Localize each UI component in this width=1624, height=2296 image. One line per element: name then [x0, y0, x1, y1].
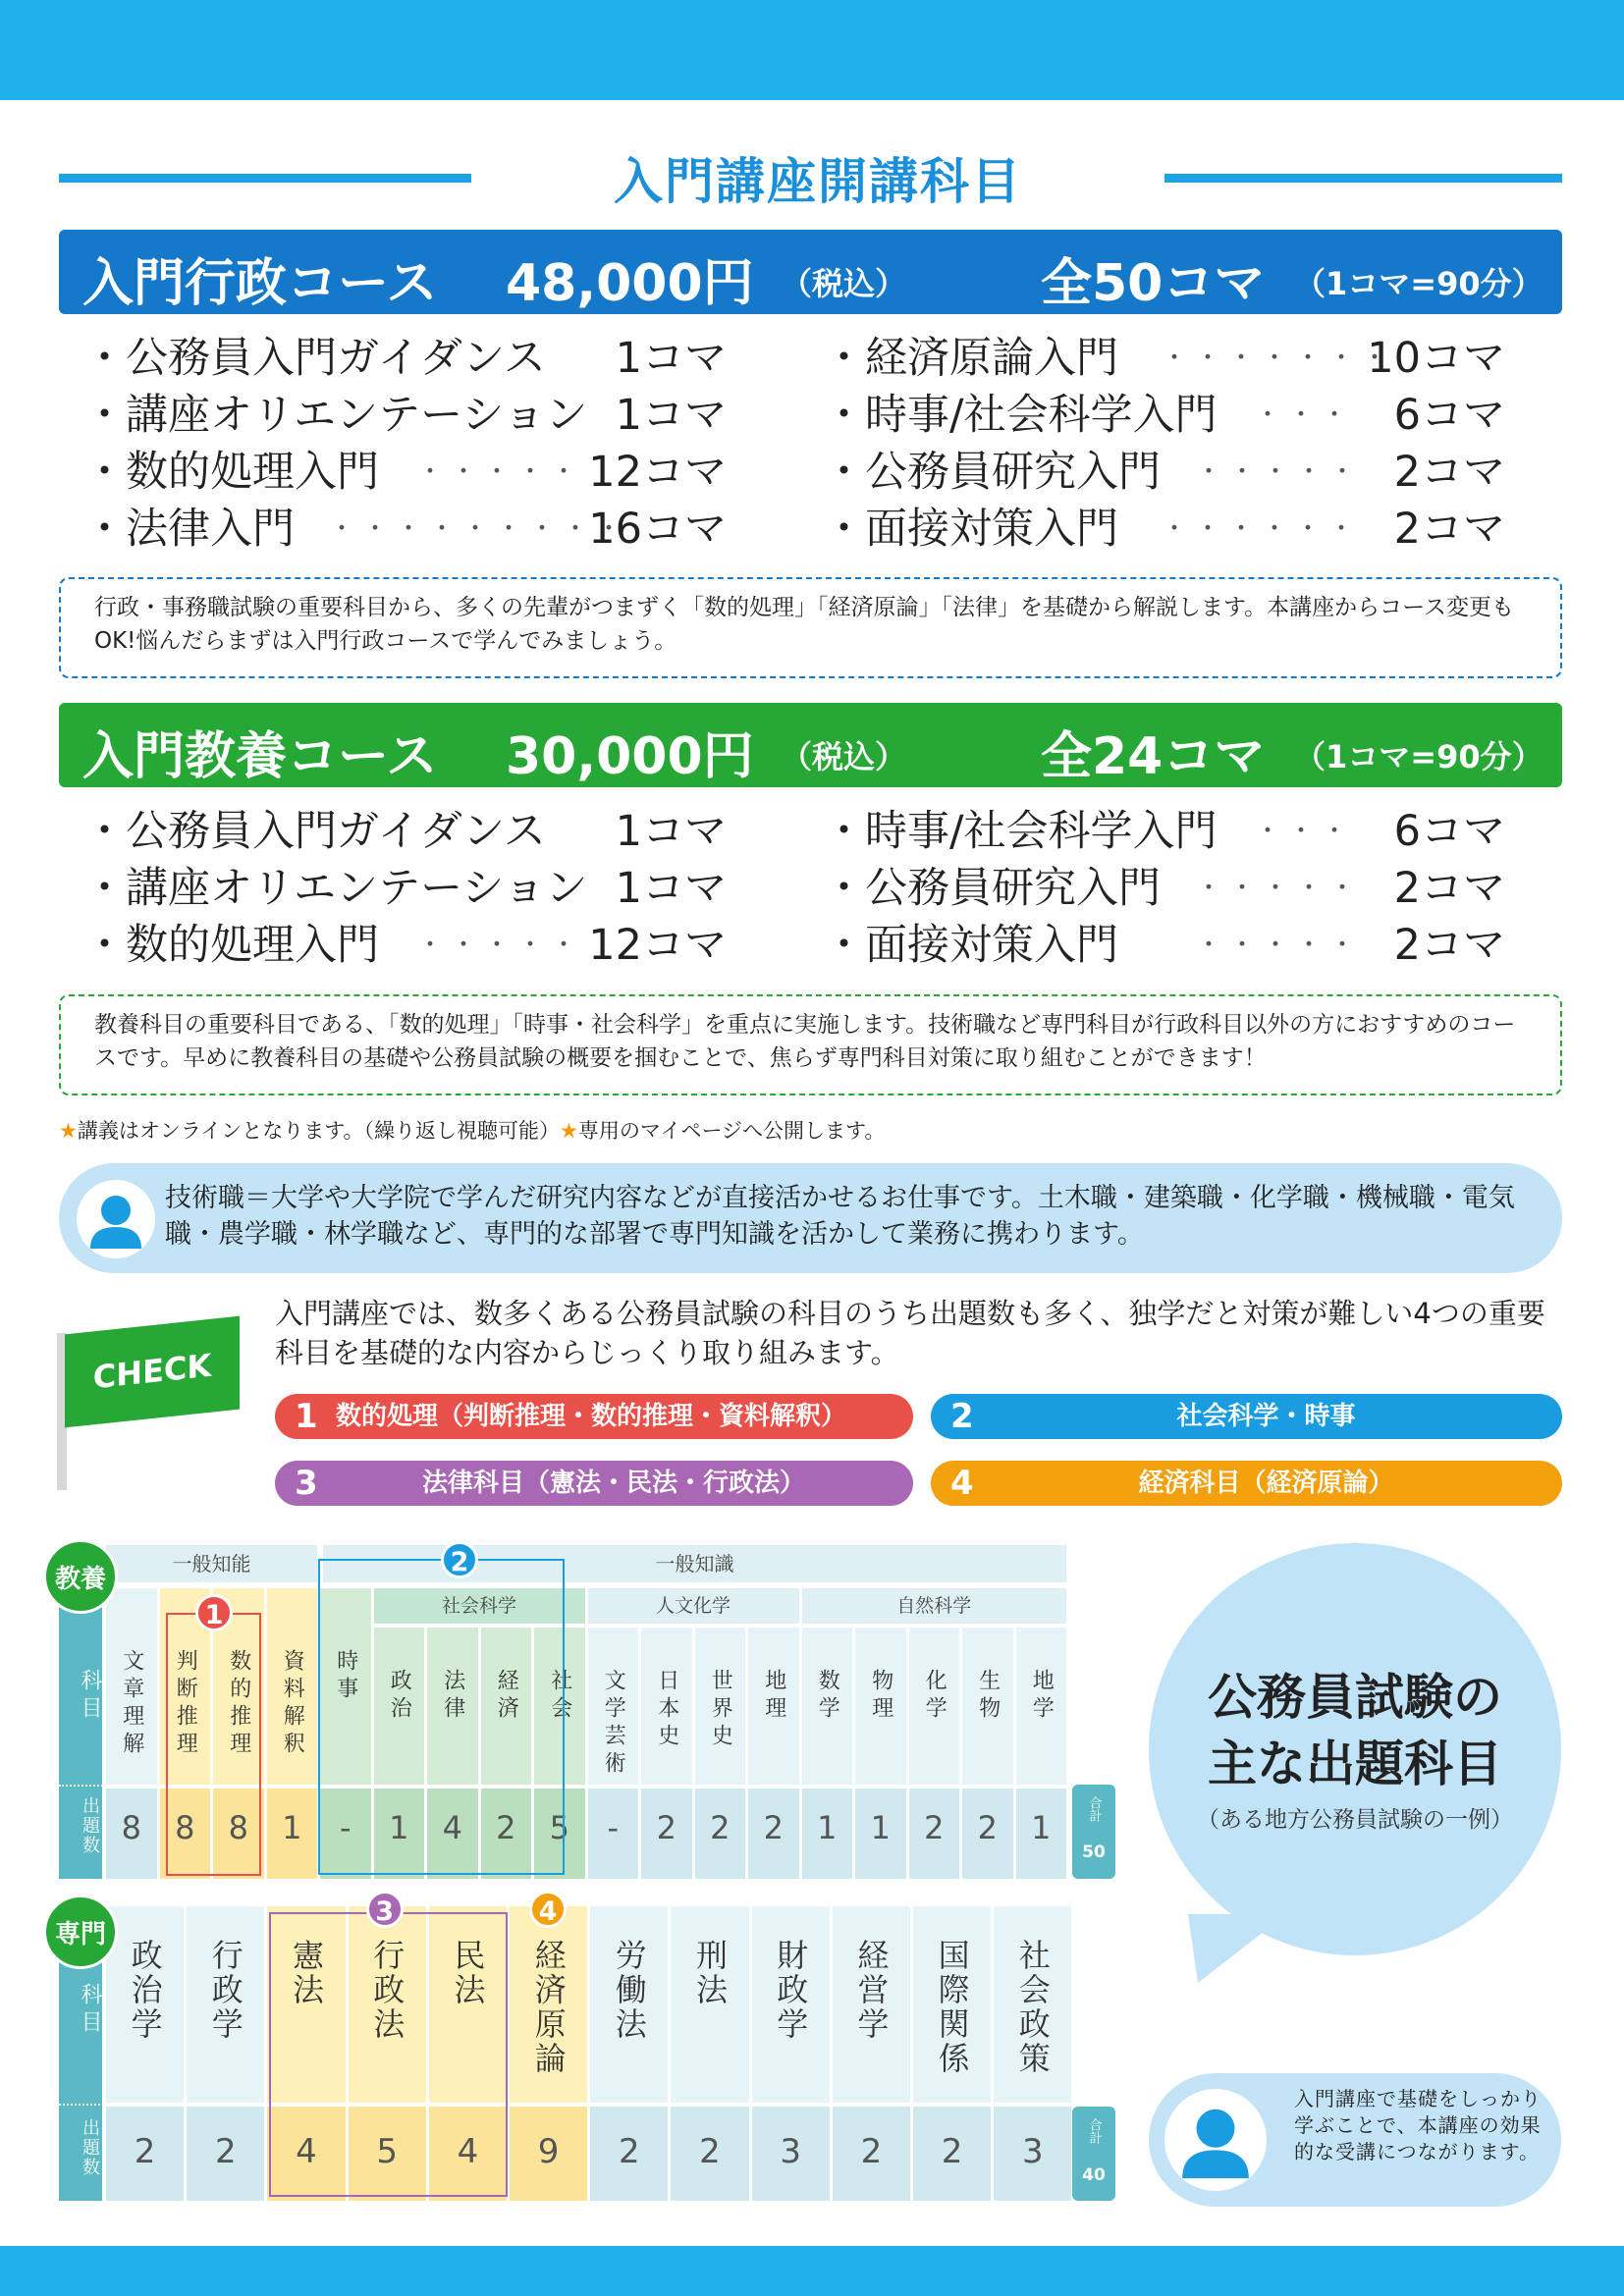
footnote: ★講義はオンラインとなります。（繰り返し視聴可能）★専用のマイページへ公開します。 [59, 1119, 886, 1143]
bubble-subtitle: （ある地方公務員試験の一例） [1197, 1807, 1513, 1833]
person-icon [1164, 2089, 1267, 2191]
count-value: 2 [924, 1809, 945, 1846]
count-value: 2 [977, 1809, 998, 1846]
subject-name: 日本史 [654, 1669, 679, 1751]
page-title: 入門講座開講科目 [614, 153, 1022, 210]
subject-pill-3: 3 法律科目（憲法・民法・行政法） [275, 1461, 913, 1506]
subject-name: 経済 [494, 1669, 519, 1724]
group-ippan-chino: 一般知能 [106, 1545, 317, 1582]
subject-name: 政治学 [126, 1939, 164, 2042]
subject-name: 時事 [333, 1649, 358, 1704]
subject-pill-4: 4 経済科目（経済原論） [931, 1461, 1562, 1506]
tech-note-text: 技術職＝大学や大学院で学んだ研究内容などが直接活かせるお仕事です。土木職・建築職・化学職・機械職・電気職・農学職・林学職など、専門的な部署で専門知識を活かして業務に携わります。 [165, 1183, 1515, 1250]
course-item: ・時事/社会科学入門 ・・・ 6コマ [823, 807, 1505, 856]
bubble-tail [1178, 1914, 1296, 1993]
total-value: 40 [1082, 2165, 1106, 2185]
count-value: 2 [763, 1809, 784, 1846]
course-bar-gyosei [59, 230, 1562, 314]
subject-name: 物理 [868, 1669, 893, 1724]
count-value: 4 [296, 2132, 317, 2171]
count-value: - [607, 1809, 620, 1846]
advice-text: 入門講座で基礎をしっかり学ぶことで、本講座の効果的な受講につながります。 [1294, 2087, 1542, 2163]
course-item: ・数的処理入門 ・・・・・ 12コマ [83, 448, 727, 497]
course-note-gyosei: 行政・事務職試験の重要科目から、多くの先輩がつまずく「数的処理」「経済原論」「法律」を基礎から解説します。本講座からコース変更もOK!悩んだらまずは入門行政コースで学んでみましょう。 [59, 577, 1562, 678]
bubble-title: 公務員試験の 主な出題科目 [1208, 1669, 1502, 1792]
star-icon: ★ [59, 1119, 78, 1143]
subject-name: 憲法 [287, 1939, 325, 2007]
subject-name: 資料解釈 [280, 1649, 305, 1759]
subject-name: 化学 [922, 1669, 947, 1724]
count-value: 2 [618, 2132, 640, 2171]
count-value: 2 [710, 1809, 731, 1846]
count-value: 2 [860, 2132, 883, 2171]
subject-name: 数学 [815, 1669, 840, 1724]
course-item: ・経済原論入門 ・・・・・・・ 10コマ [823, 334, 1505, 383]
row-divider [59, 2104, 1074, 2106]
course-bar-kyoyo [59, 703, 1562, 787]
title-rule-right [1164, 174, 1562, 183]
course-tax: （税込） [781, 265, 907, 302]
highlight-frame-2 [318, 1559, 565, 1875]
count-value: 2 [656, 1809, 677, 1846]
subgroup-jinbun: 人文化学 [588, 1588, 799, 1624]
count-value: 4 [442, 1809, 462, 1846]
badge-3: 3 [366, 1891, 404, 1928]
count-value: 1 [817, 1809, 838, 1846]
course-item: ・時事/社会科学入門 ・・・ 6コマ [823, 391, 1505, 440]
subject-name: 地学 [1029, 1669, 1055, 1724]
subject-name: 政治 [387, 1669, 412, 1724]
course-item: ・公務員入門ガイダンス 1コマ [83, 807, 727, 856]
subject-name: 社会 [547, 1669, 572, 1724]
course-item: ・公務員入門ガイダンス 1コマ [83, 334, 727, 383]
course-price: 48,000円 [506, 254, 754, 313]
count-value: 2 [941, 2132, 963, 2171]
check-text: 入門講座では、数多くある公務員試験の科目のうち出題数も多く、独学だと対策が難しい4つの重要科目を基礎的な内容からじっくり取り組みます。 [275, 1297, 1545, 1369]
course-item: ・面接対策入門 ・・・・・・ 2コマ [823, 505, 1505, 554]
course-note-kyoyo: 教養科目の重要科目である、「数的処理」「時事・社会科学」を重点に実施します。技術職など専門科目が行政科目以外の方におすすめのコースです。早めに教養科目の基礎や公務員試験の概要を掴むことで、焦らず専門科目対策に取り組むことができます！ [59, 994, 1562, 1095]
course-item: ・面接対策入門 ・・・・・ 2コマ [823, 921, 1505, 970]
top-band [0, 0, 1624, 100]
group-ippan-chishiki: 一般知識 [323, 1545, 1066, 1582]
subject-name: 生物 [975, 1669, 1001, 1724]
subject-name: 判断推理 [173, 1649, 198, 1759]
subject-name: 地理 [761, 1669, 786, 1724]
subject-name: 経営学 [852, 1939, 891, 2042]
subgroup-shizen: 自然科学 [802, 1588, 1067, 1624]
subject-name: 刑法 [690, 1939, 729, 2007]
count-value: 1 [870, 1809, 891, 1846]
subject-name: 文章理解 [119, 1649, 144, 1759]
count-value: 2 [214, 2132, 237, 2171]
count-value: 5 [549, 1809, 569, 1846]
course-item: ・講座オリエンテーション 1コマ [83, 864, 727, 913]
highlight-frame-3 [269, 1912, 508, 2197]
course-unit: （1コマ=90分） [1294, 738, 1543, 775]
course-item: ・数的処理入門 ・・・・・ 12コマ [83, 921, 727, 970]
row-label-subject: 科目 [78, 1669, 102, 1724]
senmon-tag: 専門 [43, 1895, 118, 1969]
course-price: 30,000円 [506, 727, 754, 786]
count-value: 4 [457, 2132, 479, 2171]
count-value: 2 [134, 2132, 156, 2171]
subject-name: 財政学 [772, 1939, 810, 2042]
subject-pill-2: 2 社会科学・時事 [931, 1394, 1562, 1439]
course-item: ・法律入門 ・・・・・・・・・ 16コマ [83, 505, 727, 554]
total-value: 50 [1082, 1842, 1106, 1862]
subject-name: 社会政策 [1013, 1939, 1052, 2076]
person-icon [77, 1180, 155, 1258]
subject-name: 法律 [440, 1669, 465, 1724]
course-total: 全50コマ [1041, 254, 1266, 313]
star-icon: ★ [560, 1119, 578, 1143]
subject-name: 行政学 [206, 1939, 244, 2042]
subject-name: 行政法 [368, 1939, 406, 2042]
course-unit: （1コマ=90分） [1294, 265, 1543, 302]
course-item: ・公務員研究入門 ・・・・・ 2コマ [823, 448, 1505, 497]
subject-pill-1: 1 数的処理（判断推理・数的推理・資料解釈） [275, 1394, 913, 1439]
subject-name: 世界史 [708, 1669, 733, 1751]
subject-name: 経済原論 [529, 1939, 568, 2076]
row-label-count: 出題数 [80, 2118, 100, 2177]
count-value: 9 [537, 2132, 560, 2171]
row-label-count: 出題数 [80, 1796, 100, 1855]
count-value: 1 [1031, 1809, 1052, 1846]
count-value: 1 [389, 1809, 409, 1846]
total-label: 合計 [1086, 1796, 1102, 1822]
badge-2: 2 [441, 1541, 478, 1578]
count-value: 3 [1021, 2132, 1044, 2171]
count-value: 8 [175, 1809, 195, 1846]
subject-name: 労働法 [610, 1939, 648, 2042]
subject-name: 国際関係 [933, 1939, 971, 2076]
course-tax: （税込） [781, 738, 907, 775]
count-value: 5 [376, 2132, 398, 2171]
subgroup-shakai: 社会科学 [374, 1588, 585, 1624]
highlight-frame-1 [166, 1613, 261, 1876]
subject-name: 文学芸術 [601, 1669, 626, 1779]
subject-name: 民法 [449, 1939, 487, 2007]
course-item: ・公務員研究入門 ・・・・・ 2コマ [823, 864, 1505, 913]
kyoyo-tag: 教養 [43, 1539, 118, 1614]
course-name: 入門教養コース [82, 727, 438, 786]
badge-4: 4 [529, 1891, 567, 1928]
total-label: 合計 [1086, 2118, 1102, 2144]
subject-name: 数的推理 [226, 1649, 251, 1759]
count-value: 2 [699, 2132, 721, 2171]
count-value: 8 [228, 1809, 248, 1846]
course-total: 全24コマ [1041, 727, 1266, 786]
count-value: 2 [496, 1809, 516, 1846]
count-value: - [339, 1809, 352, 1846]
course-item: ・講座オリエンテーション 1コマ [83, 391, 727, 440]
row-label-subject: 科目 [78, 1983, 102, 2038]
count-value: 3 [780, 2132, 801, 2171]
title-rule-left [59, 174, 471, 183]
bottom-band [0, 2246, 1624, 2296]
course-name: 入門行政コース [82, 254, 438, 313]
badge-1: 1 [195, 1594, 233, 1631]
count-value: 8 [121, 1809, 141, 1846]
count-value: 1 [282, 1809, 302, 1846]
check-flag: CHECK [65, 1316, 240, 1428]
